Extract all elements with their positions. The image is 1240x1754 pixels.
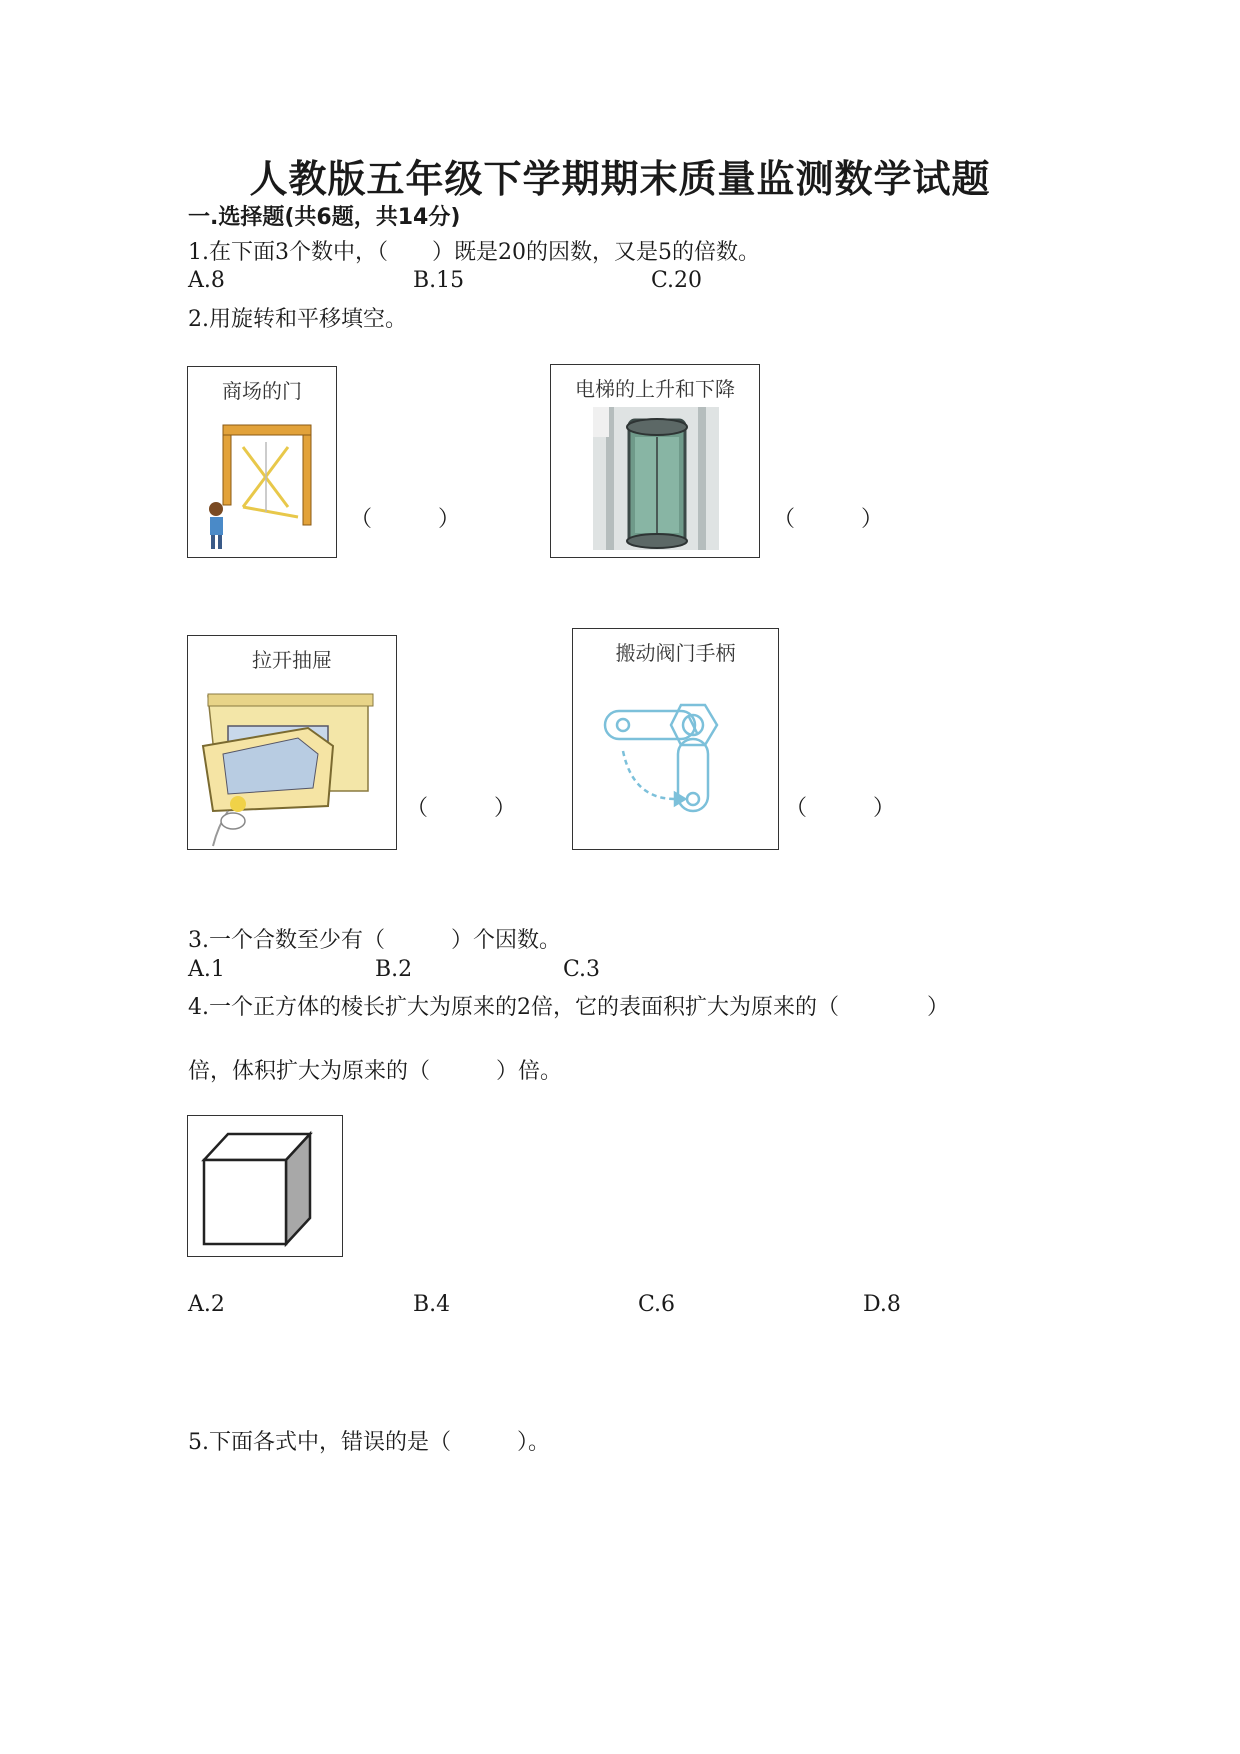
elevator-photo-icon [551,365,761,559]
question-3-text: 3.一个合数至少有（ ）个因数。 [188,928,561,953]
question-4-text-line-2: 倍，体积扩大为原来的（ ）倍。 [188,1059,563,1084]
cube-icon [188,1116,344,1258]
drawer-answer-blank[interactable]: （ ） [406,796,517,821]
question-1-text: 1.在下面3个数中，（ ）既是20的因数，又是5的倍数。 [188,240,760,265]
question-4-text-line-1: 4.一个正方体的棱长扩大为原来的2倍，它的表面积扩大为原来的（ ） [188,995,949,1020]
question-4-option-d: D.8 [863,1292,901,1317]
section-heading: 一.选择题(共6题，共14分) [188,205,461,230]
question-2-text: 2.用旋转和平移填空。 [188,307,407,332]
question-4-option-a: A.2 [188,1292,225,1317]
elevator-caption: 电梯的上升和下降 [575,377,735,401]
valve-handle-icon [573,629,780,851]
valve-handle-caption: 搬动阀门手柄 [615,641,736,665]
drawer-icon [188,636,398,851]
valve-handle-image [572,628,779,850]
question-5-text: 5.下面各式中，错误的是（ ）。 [188,1430,550,1455]
question-3-option-a: A.1 [188,957,225,982]
question-1-option-b: B.15 [413,268,465,293]
question-3-option-b: B.2 [375,957,413,982]
revolving-door-icon [188,367,338,559]
page-title: 人教版五年级下学期期末质量监测数学试题 [249,157,991,201]
mall-door-answer-blank[interactable]: （ ） [350,507,461,532]
mall-door-image [187,366,337,558]
question-3-option-c: C.3 [563,957,601,982]
question-1-option-a: A.8 [188,268,225,293]
elevator-image [550,364,760,558]
drawer-image [187,635,397,850]
valve-handle-answer-blank[interactable]: （ ） [785,796,896,821]
question-4-option-b: B.4 [413,1292,451,1317]
cube-image [187,1115,343,1257]
elevator-answer-blank[interactable]: （ ） [773,507,884,532]
drawer-caption: 拉开抽屉 [252,648,332,672]
question-1-option-c: C.20 [651,268,703,293]
mall-door-caption: 商场的门 [222,379,302,403]
question-4-option-c: C.6 [638,1292,676,1317]
